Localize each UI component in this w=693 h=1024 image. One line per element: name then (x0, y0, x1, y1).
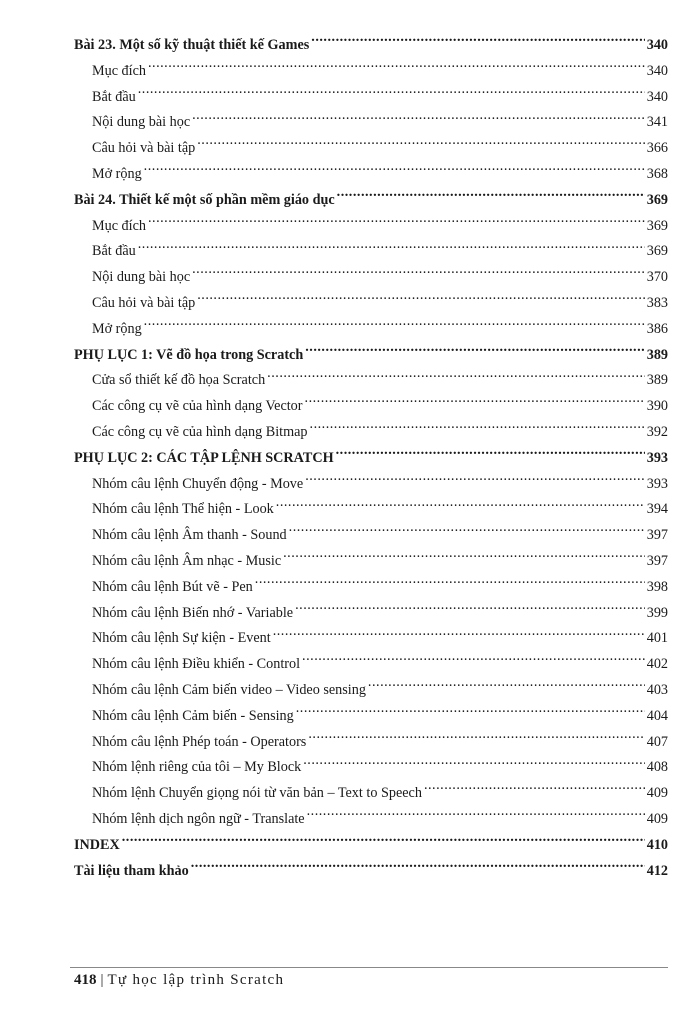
toc-dot-leader (197, 293, 644, 307)
toc-entry-page: 404 (646, 707, 668, 724)
toc-entry-page: 397 (646, 552, 668, 569)
toc-subentry (74, 110, 668, 136)
toc-entry-page: 340 (646, 62, 668, 79)
toc-entry-page: 394 (646, 501, 668, 518)
toc-dot-leader (337, 190, 645, 204)
toc-section-entry (74, 343, 668, 369)
toc-entry-page: 409 (646, 810, 668, 827)
toc-entry-page: 402 (646, 656, 668, 673)
toc-entry-title: Nhóm câu lệnh Phép toán - Operators (92, 733, 307, 750)
toc-subentry (74, 730, 668, 756)
toc-entry-title: Nhóm câu lệnh Sự kiện - Event (92, 630, 271, 647)
toc-entry-page: 401 (646, 630, 668, 647)
toc-entry-page: 368 (646, 165, 668, 182)
toc-dot-leader (305, 396, 645, 410)
toc-dot-leader (368, 680, 645, 694)
toc-entry-page: 383 (646, 294, 668, 311)
toc-entry-title: PHỤ LỤC 1: Vẽ đồ họa trong Scratch (74, 346, 304, 363)
toc-subentry (74, 755, 668, 781)
footer-book-title: Tự học lập trình Scratch (107, 972, 285, 988)
toc-entry-page: 412 (646, 862, 668, 879)
toc-entry-title: Nhóm câu lệnh Điều khiển - Control (92, 656, 301, 673)
toc-entry-title: Cửa sổ thiết kế đồ họa Scratch (92, 372, 266, 389)
toc-entry-page: 389 (646, 372, 668, 389)
toc-dot-leader (295, 602, 645, 616)
toc-dot-leader (283, 551, 645, 565)
toc-subentry (74, 214, 668, 240)
toc-entry-page: 370 (646, 269, 668, 286)
toc-entry-title: Các công cụ vẽ của hình dạng Vector (92, 398, 303, 415)
toc-section-entry (74, 33, 668, 59)
toc-entry-page: 392 (646, 423, 668, 440)
toc-dot-leader (305, 473, 645, 487)
toc-subentry (74, 549, 668, 575)
toc-subentry (74, 136, 668, 162)
toc-dot-leader (267, 370, 645, 384)
toc-entry-title: Nội dung bài học (92, 269, 191, 286)
toc-entry-title: Nhóm lệnh riêng của tôi – My Block (92, 759, 302, 776)
toc-dot-leader (307, 809, 645, 823)
toc-entry-title: INDEX (74, 836, 120, 853)
toc-subentry (74, 652, 668, 678)
toc-entry-page: 407 (646, 733, 668, 750)
toc-dot-leader (191, 860, 645, 874)
footer-separator: | (100, 972, 104, 988)
toc-dot-leader (302, 654, 645, 668)
toc-subentry (74, 497, 668, 523)
toc-entry-page: 393 (646, 475, 668, 492)
toc-entry-page: 410 (646, 836, 668, 853)
toc-subentry (74, 575, 668, 601)
toc-subentry (74, 523, 668, 549)
toc-subentry (74, 394, 668, 420)
toc-entry-title: PHỤ LỤC 2: CÁC TẬP LỆNH SCRATCH (74, 449, 334, 466)
toc-subentry (74, 472, 668, 498)
toc-dot-leader (192, 112, 645, 126)
toc-dot-leader (296, 706, 645, 720)
toc-subentry (74, 626, 668, 652)
toc-entry-title: Mục đích (92, 62, 146, 79)
toc-dot-leader (311, 35, 644, 49)
toc-subentry (74, 368, 668, 394)
toc-entry-title: Nhóm lệnh dịch ngôn ngữ - Translate (92, 810, 305, 827)
toc-entry-page: 403 (646, 681, 668, 698)
toc-entry-page: 366 (646, 140, 668, 157)
toc-entry-page: 397 (646, 527, 668, 544)
toc-entry-page: 386 (646, 320, 668, 337)
toc-entry-title: Mở rộng (92, 165, 142, 182)
toc-dot-leader (336, 448, 645, 462)
toc-entry-title: Câu hỏi và bài tập (92, 294, 196, 311)
toc-entry-page: 399 (646, 604, 668, 621)
toc-entry-page: 409 (646, 785, 668, 802)
toc-dot-leader (138, 241, 645, 255)
footer-divider (70, 967, 668, 968)
toc-subentry (74, 420, 668, 446)
toc-subentry (74, 85, 668, 111)
toc-dot-leader (305, 344, 644, 358)
toc-subentry (74, 162, 668, 188)
footer-page-number: 418 (74, 972, 97, 988)
toc-subentry (74, 291, 668, 317)
toc-dot-leader (122, 835, 645, 849)
toc-subentry (74, 601, 668, 627)
toc-subentry (74, 704, 668, 730)
toc-section-entry (74, 833, 668, 859)
toc-entry-page: 390 (646, 398, 668, 415)
toc-dot-leader (192, 267, 645, 281)
toc-subentry (74, 317, 668, 343)
toc-entry-page: 341 (646, 114, 668, 131)
toc-dot-leader (276, 499, 645, 513)
toc-entry-title: Câu hỏi và bài tập (92, 140, 196, 157)
toc-dot-leader (289, 525, 645, 539)
toc-subentry (74, 678, 668, 704)
toc-subentry (74, 807, 668, 833)
toc-dot-leader (148, 215, 645, 229)
toc-dot-leader (144, 319, 645, 333)
toc-section-entry (74, 446, 668, 472)
toc-dot-leader (197, 138, 644, 152)
toc-dot-leader (424, 783, 645, 797)
toc-dot-leader (310, 422, 645, 436)
toc-entry-page: 393 (646, 449, 668, 466)
toc-entry-page: 408 (646, 759, 668, 776)
toc-dot-leader (303, 757, 644, 771)
toc-entry-page: 369 (646, 191, 668, 208)
toc-section-entry (74, 859, 668, 885)
toc-entry-title: Mở rộng (92, 320, 142, 337)
toc-entry-page: 340 (646, 88, 668, 105)
toc-entry-page: 398 (646, 578, 668, 595)
toc-entry-page: 369 (646, 217, 668, 234)
toc-dot-leader (308, 731, 644, 745)
toc-entry-page: 389 (646, 346, 668, 363)
toc-dot-leader (138, 86, 645, 100)
toc-subentry (74, 265, 668, 291)
toc-subentry (74, 59, 668, 85)
toc-dot-leader (144, 164, 645, 178)
toc-entry-title: Nhóm lệnh Chuyển giọng nói từ văn bản – Text to Speech (92, 785, 422, 802)
toc-entry-page: 369 (646, 243, 668, 260)
toc-entry-title: Bài 24. Thiết kế một số phần mềm giáo dục (74, 191, 335, 208)
toc-dot-leader (273, 628, 645, 642)
toc-entry-title: Nhóm câu lệnh Cảm biến video – Video sensing (92, 681, 366, 698)
toc-entry-page: 340 (646, 37, 668, 53)
page-footer (74, 972, 284, 989)
toc-entry-title: Bắt đầu (92, 243, 136, 260)
toc-dot-leader (148, 61, 645, 75)
toc-entry-title: Tài liệu tham khảo (74, 862, 189, 879)
toc-entry-title: Nhóm câu lệnh Chuyển động - Move (92, 475, 304, 492)
toc-entry-title: Các công cụ vẽ của hình dạng Bitmap (92, 423, 308, 440)
table-of-contents (74, 33, 668, 884)
toc-entry-title: Nhóm câu lệnh Biến nhớ - Variable (92, 604, 294, 621)
toc-entry-title: Bắt đầu (92, 88, 136, 105)
toc-entry-title: Nhóm câu lệnh Âm nhạc - Music (92, 552, 282, 569)
toc-entry-title: Nhóm câu lệnh Âm thanh - Sound (92, 527, 287, 544)
toc-entry-title: Bài 23. Một số kỹ thuật thiết kế Games (74, 37, 310, 53)
toc-subentry (74, 781, 668, 807)
toc-subentry (74, 239, 668, 265)
toc-entry-title: Nhóm câu lệnh Thể hiện - Look (92, 501, 274, 518)
toc-entry-title: Nội dung bài học (92, 114, 191, 131)
toc-entry-title: Mục đích (92, 217, 146, 234)
toc-section-entry (74, 188, 668, 214)
toc-entry-title: Nhóm câu lệnh Cảm biến - Sensing (92, 707, 294, 724)
toc-entry-title: Nhóm câu lệnh Bút vẽ - Pen (92, 578, 253, 595)
toc-dot-leader (255, 577, 645, 591)
